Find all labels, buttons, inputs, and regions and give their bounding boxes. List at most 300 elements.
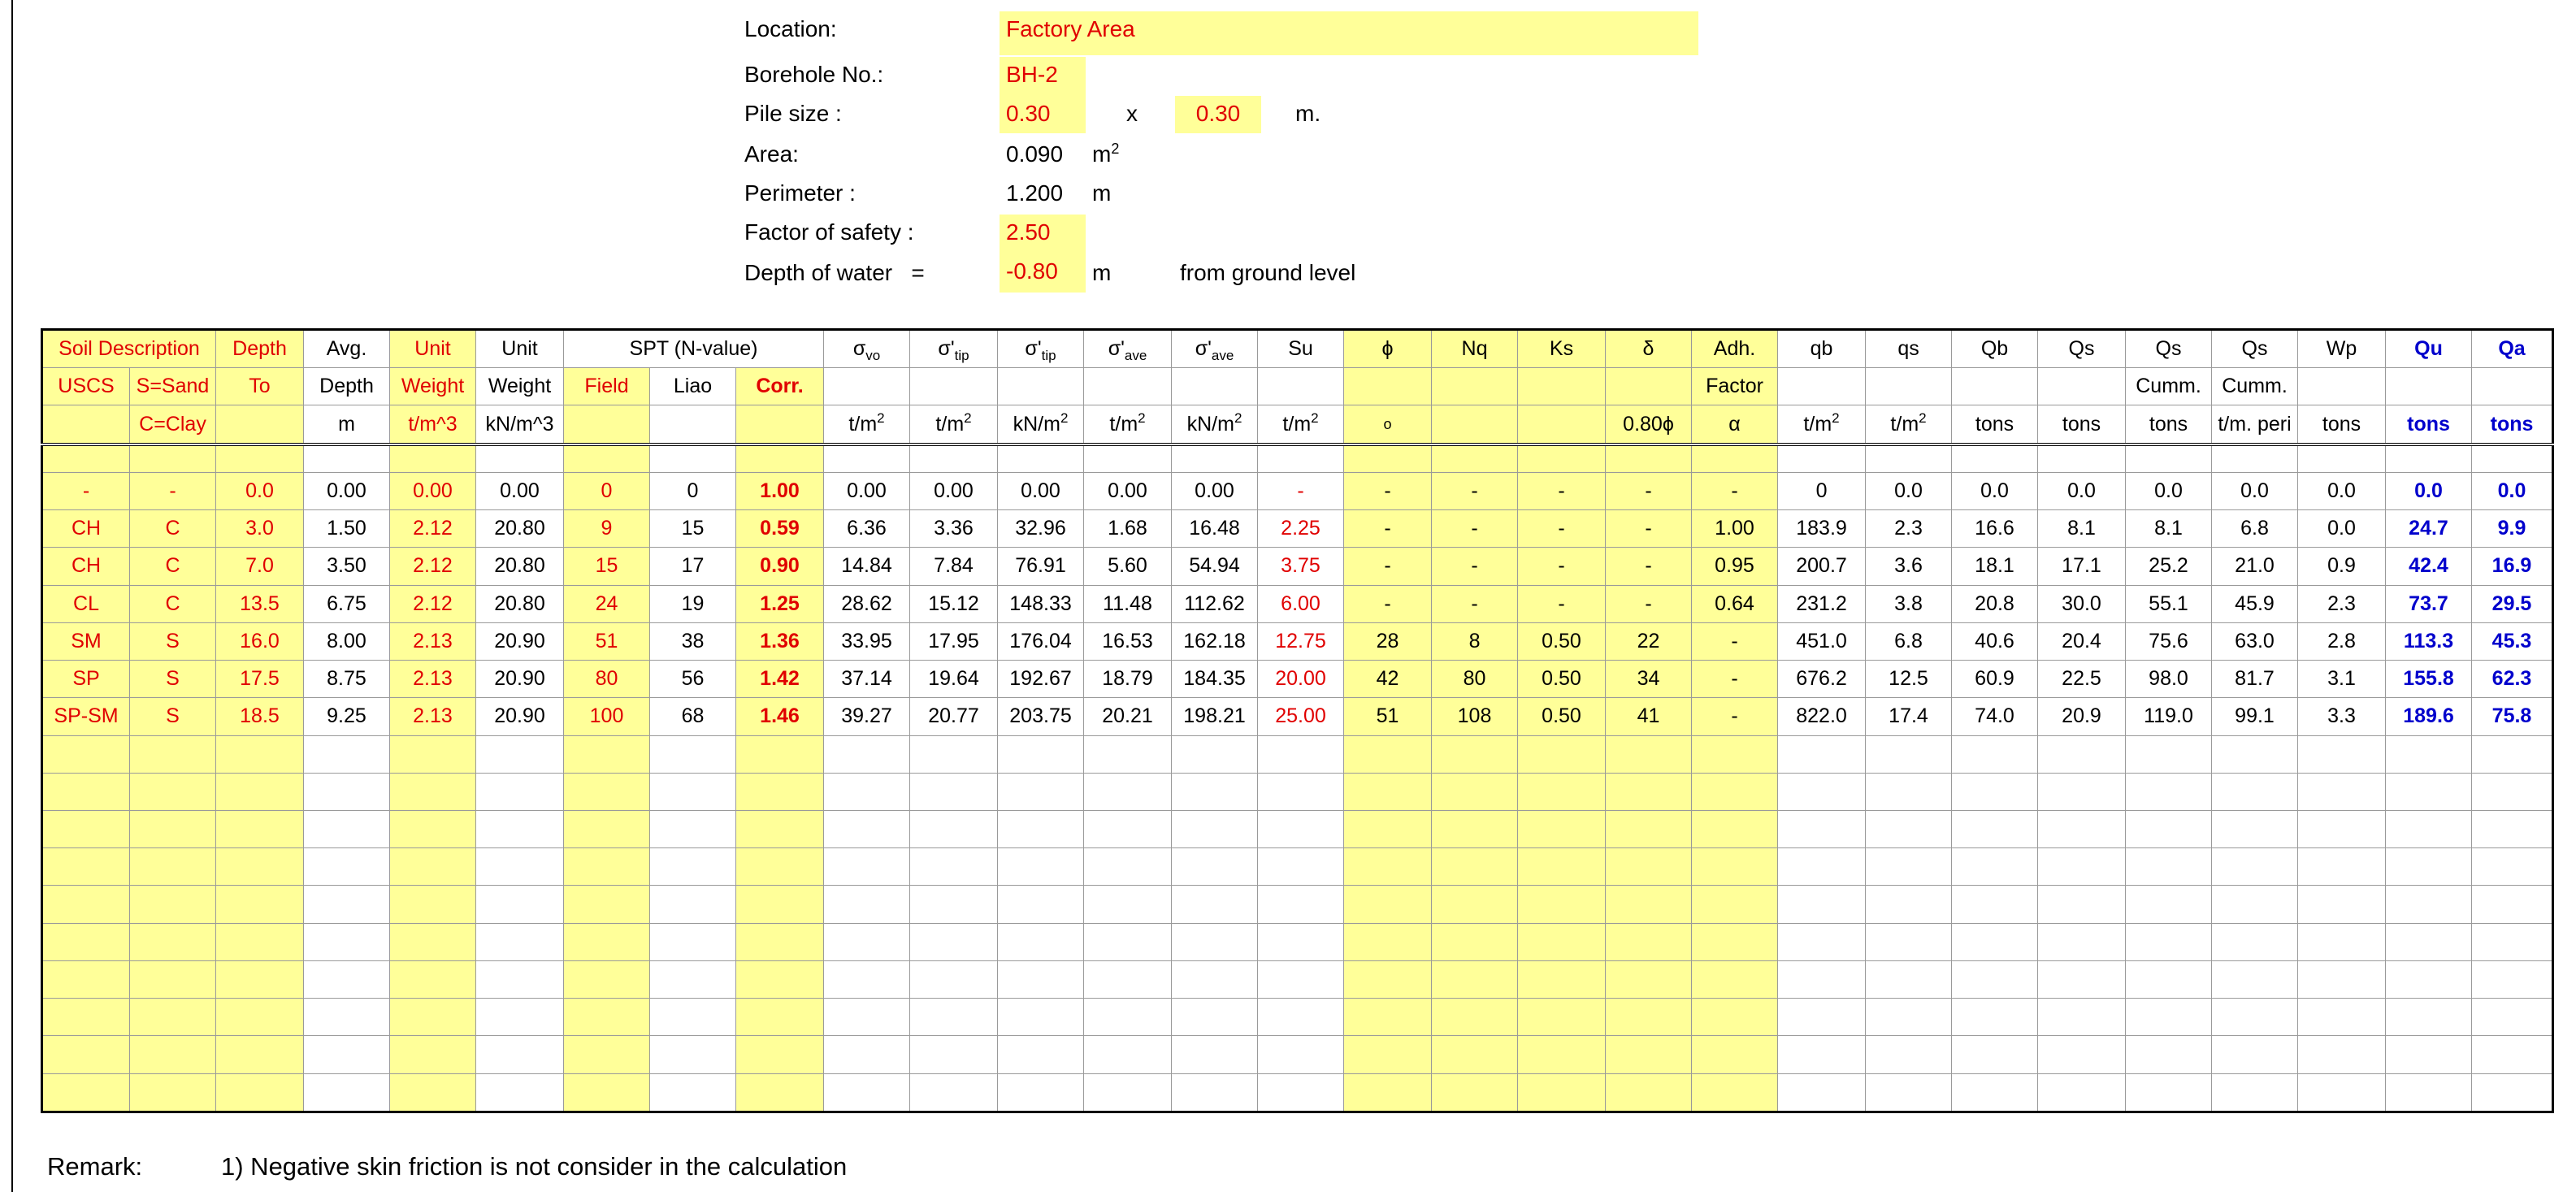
cell-savek bbox=[1172, 1036, 1258, 1073]
col-unit-weight-kn: Unit bbox=[476, 330, 564, 368]
cell-su bbox=[1258, 810, 1344, 847]
cell-alpha[interactable]: 0.95 bbox=[1692, 548, 1778, 585]
cell-qs: 6.8 bbox=[1866, 622, 1952, 660]
cell-sc[interactable] bbox=[130, 923, 216, 960]
cell-avg bbox=[304, 923, 390, 960]
col-ks: Ks bbox=[1518, 330, 1606, 368]
cell-svo bbox=[824, 735, 910, 773]
col-nq: Nq bbox=[1432, 330, 1518, 368]
cell-alpha[interactable] bbox=[1692, 735, 1778, 773]
cell-savek: 0.00 bbox=[1172, 472, 1258, 509]
cell-field[interactable] bbox=[564, 773, 650, 810]
cell-field[interactable]: 9 bbox=[564, 510, 650, 548]
cell-gw[interactable]: 2.13 bbox=[390, 622, 476, 660]
empty-row bbox=[42, 735, 2553, 773]
cell-depth[interactable]: 0.0 bbox=[216, 472, 304, 509]
cell-uscs[interactable]: CH bbox=[42, 510, 130, 548]
cell-sc[interactable]: - bbox=[130, 472, 216, 509]
cell-uscs[interactable] bbox=[42, 1073, 130, 1112]
cell-save bbox=[1084, 960, 1172, 998]
cell-ks[interactable] bbox=[1518, 999, 1606, 1036]
cell-gw[interactable] bbox=[390, 1036, 476, 1073]
cell-sc[interactable] bbox=[130, 886, 216, 923]
cell-uscs[interactable] bbox=[42, 1036, 130, 1073]
cell-liao bbox=[650, 999, 736, 1036]
cell-qu bbox=[2386, 923, 2472, 960]
cell-nq[interactable] bbox=[1432, 773, 1518, 810]
pile-width-cell[interactable] bbox=[1000, 96, 1086, 133]
cell-depth[interactable] bbox=[216, 960, 304, 998]
cell-Qs bbox=[2038, 923, 2126, 960]
cell-nq[interactable] bbox=[1432, 810, 1518, 847]
cell-depth[interactable]: 3.0 bbox=[216, 510, 304, 548]
cell-save: 1.68 bbox=[1084, 510, 1172, 548]
cell-delta[interactable]: 22 bbox=[1606, 622, 1692, 660]
cell-Qscp bbox=[2212, 1073, 2298, 1112]
cell-phi[interactable]: - bbox=[1344, 585, 1432, 622]
cell-Qb bbox=[1952, 1073, 2038, 1112]
cell-depth[interactable] bbox=[216, 999, 304, 1036]
cell-svo: 37.14 bbox=[824, 661, 910, 698]
cell-phi[interactable] bbox=[1344, 923, 1432, 960]
cell-field[interactable] bbox=[564, 1073, 650, 1112]
cell-delta[interactable] bbox=[1606, 810, 1692, 847]
cell-nq[interactable] bbox=[1432, 848, 1518, 886]
cell-depth[interactable] bbox=[216, 1073, 304, 1112]
cell-qb: 231.2 bbox=[1778, 585, 1866, 622]
cell-wp: 0.9 bbox=[2298, 548, 2386, 585]
cell-phi[interactable] bbox=[1344, 960, 1432, 998]
cell-sc[interactable] bbox=[130, 1073, 216, 1112]
cell-gw[interactable]: 0.00 bbox=[390, 472, 476, 509]
cell-uscs[interactable]: SP-SM bbox=[42, 698, 130, 735]
cell-avg: 8.00 bbox=[304, 622, 390, 660]
cell-depth[interactable]: 7.0 bbox=[216, 548, 304, 585]
cell-qa: 0.0 bbox=[2472, 472, 2553, 509]
table-row bbox=[42, 585, 2553, 622]
water-depth-cell[interactable] bbox=[1000, 254, 1086, 293]
cell-depth[interactable]: 16.0 bbox=[216, 622, 304, 660]
cell-sc[interactable]: C bbox=[130, 548, 216, 585]
cell-avg bbox=[304, 999, 390, 1036]
cell-gw[interactable] bbox=[390, 848, 476, 886]
water-depth-label: Depth of water = bbox=[744, 260, 925, 285]
cell-gw[interactable] bbox=[390, 960, 476, 998]
cell-field[interactable]: 80 bbox=[564, 661, 650, 698]
cell-depth[interactable] bbox=[216, 773, 304, 810]
cell-Qs: 8.1 bbox=[2038, 510, 2126, 548]
cell-phi[interactable]: - bbox=[1344, 548, 1432, 585]
cell-alpha[interactable]: - bbox=[1692, 472, 1778, 509]
empty-row bbox=[42, 886, 2553, 923]
cell-qb bbox=[1778, 923, 1866, 960]
cell-sc[interactable] bbox=[130, 810, 216, 847]
cell-avg bbox=[304, 773, 390, 810]
cell-nq[interactable]: - bbox=[1432, 548, 1518, 585]
cell-depth[interactable]: 18.5 bbox=[216, 698, 304, 735]
cell-alpha[interactable]: 0.64 bbox=[1692, 585, 1778, 622]
cell-nq[interactable] bbox=[1432, 886, 1518, 923]
cell-Qs: 0.0 bbox=[2038, 472, 2126, 509]
cell-depth[interactable] bbox=[216, 810, 304, 847]
pile-width-value: 0.30 bbox=[1006, 101, 1051, 126]
cell-field[interactable]: 15 bbox=[564, 548, 650, 585]
cell-phi[interactable] bbox=[1344, 773, 1432, 810]
cell-wp bbox=[2298, 999, 2386, 1036]
cell-Qsc: 25.2 bbox=[2126, 548, 2212, 585]
cell-liao bbox=[650, 960, 736, 998]
cell-delta[interactable] bbox=[1606, 773, 1692, 810]
cell-phi[interactable]: 42 bbox=[1344, 661, 1432, 698]
cell-uscs[interactable]: SM bbox=[42, 622, 130, 660]
cell-depth[interactable] bbox=[216, 1036, 304, 1073]
cell-nq[interactable]: 8 bbox=[1432, 622, 1518, 660]
cell-su: 3.75 bbox=[1258, 548, 1344, 585]
cell-nq[interactable]: 108 bbox=[1432, 698, 1518, 735]
cell-delta[interactable]: 41 bbox=[1606, 698, 1692, 735]
cell-nq[interactable] bbox=[1432, 960, 1518, 998]
cell-alpha[interactable]: - bbox=[1692, 661, 1778, 698]
cell-savek bbox=[1172, 773, 1258, 810]
cell-field[interactable]: 24 bbox=[564, 585, 650, 622]
cell-depth[interactable] bbox=[216, 848, 304, 886]
cell-qs: 3.6 bbox=[1866, 548, 1952, 585]
cell-corr bbox=[736, 810, 824, 847]
cell-wp bbox=[2298, 960, 2386, 998]
cell-su bbox=[1258, 1036, 1344, 1073]
cell-Qscp: 63.0 bbox=[2212, 622, 2298, 660]
cell-nq[interactable]: - bbox=[1432, 510, 1518, 548]
unit-Qs-peri: t/m. peri bbox=[2212, 405, 2298, 444]
cell-liao: 15 bbox=[650, 510, 736, 548]
cell-svo: 6.36 bbox=[824, 510, 910, 548]
unit-Qb: tons bbox=[1952, 405, 2038, 444]
cell-ks[interactable]: 0.50 bbox=[1518, 661, 1606, 698]
cell-uscs[interactable]: CL bbox=[42, 585, 130, 622]
cell-stipk: 192.67 bbox=[998, 661, 1084, 698]
cell-depth[interactable] bbox=[216, 923, 304, 960]
cell-delta[interactable] bbox=[1606, 735, 1692, 773]
cell-delta[interactable] bbox=[1606, 1036, 1692, 1073]
cell-ks[interactable] bbox=[1518, 773, 1606, 810]
cell-delta[interactable] bbox=[1606, 886, 1692, 923]
cell-gw[interactable] bbox=[390, 886, 476, 923]
cell-uscs[interactable]: CH bbox=[42, 548, 130, 585]
cell-gk bbox=[476, 999, 564, 1036]
cell-alpha[interactable] bbox=[1692, 773, 1778, 810]
borehole-value-cell[interactable] bbox=[1000, 57, 1086, 96]
cell-field[interactable]: 100 bbox=[564, 698, 650, 735]
cell-corr bbox=[736, 1073, 824, 1112]
cell-delta[interactable] bbox=[1606, 960, 1692, 998]
cell-gw[interactable]: 2.12 bbox=[390, 510, 476, 548]
cell-su bbox=[1258, 848, 1344, 886]
cell-stip bbox=[910, 923, 998, 960]
cell-uscs[interactable] bbox=[42, 999, 130, 1036]
cell-alpha[interactable]: - bbox=[1692, 622, 1778, 660]
cell-Qs bbox=[2038, 1036, 2126, 1073]
spacer-row bbox=[42, 444, 2553, 473]
cell-gk bbox=[476, 960, 564, 998]
cell-su: - bbox=[1258, 472, 1344, 509]
cell-ks[interactable] bbox=[1518, 923, 1606, 960]
cell-depth[interactable] bbox=[216, 886, 304, 923]
cell-save bbox=[1084, 773, 1172, 810]
cell-delta[interactable]: - bbox=[1606, 548, 1692, 585]
cell-Qsc: 0.0 bbox=[2126, 472, 2212, 509]
cell-qb bbox=[1778, 810, 1866, 847]
cell-gw[interactable]: 2.12 bbox=[390, 585, 476, 622]
cell-su: 25.00 bbox=[1258, 698, 1344, 735]
cell-svo: 33.95 bbox=[824, 622, 910, 660]
cell-sc[interactable]: C bbox=[130, 585, 216, 622]
cell-phi[interactable] bbox=[1344, 1036, 1432, 1073]
cell-phi[interactable] bbox=[1344, 810, 1432, 847]
cell-stip bbox=[910, 999, 998, 1036]
cell-alpha[interactable] bbox=[1692, 960, 1778, 998]
cell-delta[interactable]: - bbox=[1606, 472, 1692, 509]
cell-sc[interactable]: S bbox=[130, 698, 216, 735]
cell-gw[interactable] bbox=[390, 1073, 476, 1112]
cell-delta[interactable]: - bbox=[1606, 510, 1692, 548]
cell-field[interactable]: 51 bbox=[564, 622, 650, 660]
header-row-2 bbox=[42, 368, 2553, 405]
remark-text: 1) Negative skin friction is not consider in the calculation bbox=[221, 1152, 848, 1181]
cell-nq[interactable] bbox=[1432, 923, 1518, 960]
cell-qa bbox=[2472, 1073, 2553, 1112]
cell-stipk bbox=[998, 1036, 1084, 1073]
water-depth-value: -0.80 bbox=[1006, 258, 1058, 284]
cell-Qsc bbox=[2126, 1036, 2212, 1073]
cell-delta[interactable] bbox=[1606, 923, 1692, 960]
cell-field[interactable] bbox=[564, 848, 650, 886]
cell-Qsc bbox=[2126, 773, 2212, 810]
cell-gw[interactable] bbox=[390, 810, 476, 847]
cell-Qsc bbox=[2126, 960, 2212, 998]
cell-alpha[interactable] bbox=[1692, 848, 1778, 886]
cell-delta[interactable]: - bbox=[1606, 585, 1692, 622]
cell-avg: 3.50 bbox=[304, 548, 390, 585]
cell-phi[interactable] bbox=[1344, 1073, 1432, 1112]
table-row bbox=[42, 661, 2553, 698]
cell-Qb bbox=[1952, 886, 2038, 923]
cell-alpha[interactable]: - bbox=[1692, 698, 1778, 735]
col-su: Su bbox=[1258, 330, 1344, 368]
cell-field[interactable] bbox=[564, 810, 650, 847]
cell-Qs bbox=[2038, 999, 2126, 1036]
cell-ks[interactable] bbox=[1518, 1036, 1606, 1073]
cell-Qb bbox=[1952, 999, 2038, 1036]
cell-save: 20.21 bbox=[1084, 698, 1172, 735]
cell-qb: 822.0 bbox=[1778, 698, 1866, 735]
cell-Qb: 74.0 bbox=[1952, 698, 2038, 735]
cell-field[interactable] bbox=[564, 923, 650, 960]
cell-Qb: 18.1 bbox=[1952, 548, 2038, 585]
col-qb-unit: qb bbox=[1778, 330, 1866, 368]
cell-ks[interactable] bbox=[1518, 735, 1606, 773]
cell-alpha[interactable] bbox=[1692, 923, 1778, 960]
cell-depth[interactable] bbox=[216, 735, 304, 773]
cell-field[interactable] bbox=[564, 960, 650, 998]
cell-qs bbox=[1866, 960, 1952, 998]
cell-phi[interactable]: 51 bbox=[1344, 698, 1432, 735]
cell-qu: 155.8 bbox=[2386, 661, 2472, 698]
cell-uscs[interactable] bbox=[42, 810, 130, 847]
cell-alpha[interactable] bbox=[1692, 810, 1778, 847]
cell-uscs[interactable] bbox=[42, 848, 130, 886]
cell-liao: 56 bbox=[650, 661, 736, 698]
empty-row bbox=[42, 960, 2553, 998]
unit-wp: tons bbox=[2298, 405, 2386, 444]
cell-Qscp bbox=[2212, 735, 2298, 773]
cell-liao: 17 bbox=[650, 548, 736, 585]
cell-ks[interactable] bbox=[1518, 886, 1606, 923]
col-delta: δ bbox=[1606, 330, 1692, 368]
cell-phi[interactable]: - bbox=[1344, 472, 1432, 509]
cell-phi[interactable]: 28 bbox=[1344, 622, 1432, 660]
cell-ks[interactable]: - bbox=[1518, 585, 1606, 622]
cell-delta[interactable] bbox=[1606, 848, 1692, 886]
cell-avg bbox=[304, 960, 390, 998]
cell-alpha[interactable] bbox=[1692, 999, 1778, 1036]
col-wp: Wp bbox=[2298, 330, 2386, 368]
cell-gw[interactable]: 2.13 bbox=[390, 661, 476, 698]
cell-gw[interactable] bbox=[390, 773, 476, 810]
cell-Qs: 30.0 bbox=[2038, 585, 2126, 622]
cell-phi[interactable]: - bbox=[1344, 510, 1432, 548]
cell-qu bbox=[2386, 1036, 2472, 1073]
cell-ks[interactable]: 0.50 bbox=[1518, 698, 1606, 735]
cell-uscs[interactable] bbox=[42, 773, 130, 810]
cell-qu bbox=[2386, 960, 2472, 998]
cell-delta[interactable]: 34 bbox=[1606, 661, 1692, 698]
cell-nq[interactable] bbox=[1432, 1073, 1518, 1112]
cell-ks[interactable] bbox=[1518, 848, 1606, 886]
cell-ks[interactable]: - bbox=[1518, 548, 1606, 585]
cell-delta[interactable] bbox=[1606, 1073, 1692, 1112]
cell-nq[interactable] bbox=[1432, 735, 1518, 773]
cell-field[interactable] bbox=[564, 1036, 650, 1073]
cell-Qb bbox=[1952, 848, 2038, 886]
cell-stip: 3.36 bbox=[910, 510, 998, 548]
cell-field[interactable]: 0 bbox=[564, 472, 650, 509]
cell-svo bbox=[824, 886, 910, 923]
cell-stip bbox=[910, 1036, 998, 1073]
cell-gw[interactable] bbox=[390, 735, 476, 773]
cell-Qs: 22.5 bbox=[2038, 661, 2126, 698]
cell-gw[interactable]: 2.12 bbox=[390, 548, 476, 585]
cell-corr: 1.00 bbox=[736, 472, 824, 509]
cell-ks[interactable] bbox=[1518, 1073, 1606, 1112]
col-corr: Corr. bbox=[736, 368, 824, 405]
cell-stip: 7.84 bbox=[910, 548, 998, 585]
cell-phi[interactable] bbox=[1344, 848, 1432, 886]
cell-ks[interactable] bbox=[1518, 960, 1606, 998]
cell-sc[interactable] bbox=[130, 1036, 216, 1073]
cell-uscs[interactable] bbox=[42, 735, 130, 773]
cell-Qscp: 0.0 bbox=[2212, 472, 2298, 509]
empty-row bbox=[42, 923, 2553, 960]
cell-phi[interactable] bbox=[1344, 999, 1432, 1036]
cell-avg bbox=[304, 735, 390, 773]
cell-savek bbox=[1172, 735, 1258, 773]
cell-Qb: 16.6 bbox=[1952, 510, 2038, 548]
cell-depth[interactable]: 13.5 bbox=[216, 585, 304, 622]
cell-alpha[interactable] bbox=[1692, 886, 1778, 923]
cell-alpha[interactable] bbox=[1692, 1036, 1778, 1073]
cell-wp bbox=[2298, 1073, 2386, 1112]
cell-sc[interactable]: S bbox=[130, 622, 216, 660]
cell-sc[interactable] bbox=[130, 960, 216, 998]
cell-alpha[interactable] bbox=[1692, 1073, 1778, 1112]
cell-gw[interactable]: 2.13 bbox=[390, 698, 476, 735]
cell-savek: 16.48 bbox=[1172, 510, 1258, 548]
cell-phi[interactable] bbox=[1344, 735, 1432, 773]
cell-sc[interactable] bbox=[130, 848, 216, 886]
cell-uscs[interactable]: SP bbox=[42, 661, 130, 698]
cell-ks[interactable]: 0.50 bbox=[1518, 622, 1606, 660]
cell-field[interactable] bbox=[564, 886, 650, 923]
pile-depth-cell[interactable] bbox=[1175, 96, 1261, 133]
cell-nq[interactable] bbox=[1432, 999, 1518, 1036]
cell-gk bbox=[476, 1036, 564, 1073]
cell-sc[interactable] bbox=[130, 999, 216, 1036]
cell-uscs[interactable] bbox=[42, 960, 130, 998]
cell-savek: 54.94 bbox=[1172, 548, 1258, 585]
cell-qb bbox=[1778, 773, 1866, 810]
cell-sc[interactable]: S bbox=[130, 661, 216, 698]
cell-field[interactable] bbox=[564, 735, 650, 773]
cell-ks[interactable]: - bbox=[1518, 510, 1606, 548]
cell-delta[interactable] bbox=[1606, 999, 1692, 1036]
cell-uscs[interactable] bbox=[42, 923, 130, 960]
cell-uscs[interactable]: - bbox=[42, 472, 130, 509]
cell-sc[interactable]: C bbox=[130, 510, 216, 548]
cell-depth[interactable]: 17.5 bbox=[216, 661, 304, 698]
cell-su: 20.00 bbox=[1258, 661, 1344, 698]
empty-row bbox=[42, 848, 2553, 886]
cell-nq[interactable]: - bbox=[1432, 472, 1518, 509]
cell-sc[interactable] bbox=[130, 773, 216, 810]
cell-ks[interactable] bbox=[1518, 810, 1606, 847]
unit-phi-degree: o bbox=[1344, 405, 1432, 444]
cell-ks[interactable]: - bbox=[1518, 472, 1606, 509]
cell-nq[interactable] bbox=[1432, 1036, 1518, 1073]
cell-wp bbox=[2298, 1036, 2386, 1073]
cell-nq[interactable]: 80 bbox=[1432, 661, 1518, 698]
factor-of-safety-label: Factor of safety : bbox=[744, 219, 914, 245]
cell-Qsc bbox=[2126, 999, 2212, 1036]
cell-gw[interactable] bbox=[390, 999, 476, 1036]
cell-savek bbox=[1172, 886, 1258, 923]
cell-uscs[interactable] bbox=[42, 886, 130, 923]
factor-of-safety-cell[interactable] bbox=[1000, 215, 1086, 254]
cell-nq[interactable]: - bbox=[1432, 585, 1518, 622]
cell-Qb: 20.8 bbox=[1952, 585, 2038, 622]
cell-alpha[interactable]: 1.00 bbox=[1692, 510, 1778, 548]
cell-field[interactable] bbox=[564, 999, 650, 1036]
location-value-cell[interactable] bbox=[1000, 11, 1698, 55]
cell-gw[interactable] bbox=[390, 923, 476, 960]
cell-phi[interactable] bbox=[1344, 886, 1432, 923]
cell-liao bbox=[650, 923, 736, 960]
cell-Qs: 20.9 bbox=[2038, 698, 2126, 735]
cell-avg: 9.25 bbox=[304, 698, 390, 735]
cell-qa bbox=[2472, 773, 2553, 810]
cell-stip: 19.64 bbox=[910, 661, 998, 698]
table-row bbox=[42, 472, 2553, 509]
cell-sc[interactable] bbox=[130, 735, 216, 773]
